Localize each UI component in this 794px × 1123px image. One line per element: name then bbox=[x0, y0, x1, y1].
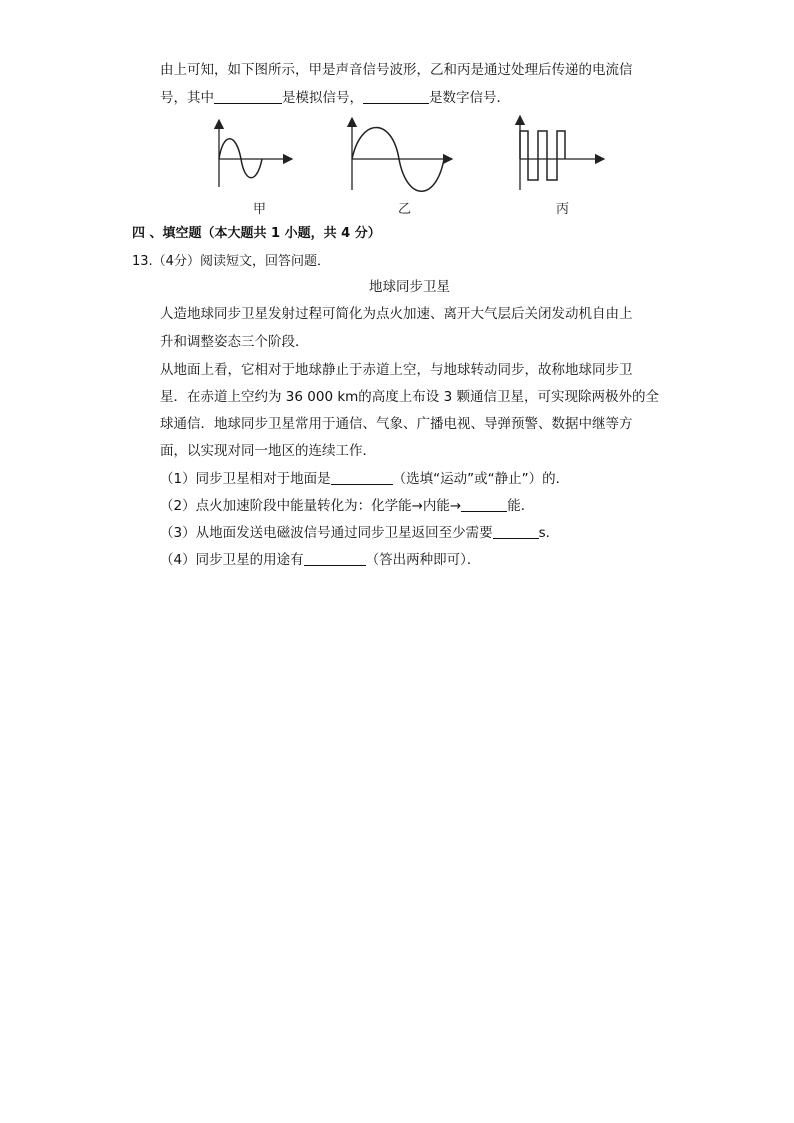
sub-question-3 bbox=[160, 523, 559, 543]
sub-question-3-end: s． bbox=[538, 525, 560, 541]
passage-p2-line-3: 球通信．地球同步卫星常用于通信、气象、广播电视、导弹预警、数据中继等方 bbox=[160, 416, 633, 432]
sub-question-2-prompt: （2）点火加速阶段中能量转化为：化学能→内能→ bbox=[160, 498, 462, 514]
figure-bing bbox=[520, 116, 604, 217]
sub-question-1 bbox=[160, 469, 569, 489]
passage-p1-line-2: 升和调整姿态三个阶段． bbox=[160, 334, 309, 350]
sub-question-1-prompt: （1）同步卫星相对于地面是 bbox=[160, 471, 331, 487]
intro-line-2-end: 是数字信号． bbox=[429, 90, 510, 106]
jia-sound-wave bbox=[219, 139, 262, 178]
figure-yi bbox=[352, 118, 452, 217]
motion-state-blank[interactable] bbox=[331, 470, 393, 485]
sub-question-2 bbox=[160, 496, 534, 516]
passage-p2-line-2: 星．在赤道上空约为 36 000 km的高度上布设 3 颗通信卫星，可实现除两极外的全 bbox=[160, 389, 659, 405]
sub-question-2-end: 能． bbox=[507, 498, 535, 514]
passage-p2-line-4: 面，以实现对同一地区的连续工作． bbox=[160, 443, 376, 459]
sub-question-4-hint: （答出两种即可）． bbox=[365, 552, 481, 568]
passage-p2-line-1: 从地面上看，它相对于地球静止于赤道上空，与地球转动同步，故称地球同步卫 bbox=[160, 362, 633, 378]
figure-label-bing: 丙 bbox=[556, 202, 570, 217]
sub-question-4 bbox=[160, 550, 480, 570]
sub-question-1-hint: （选填“运动”或“静止”）的． bbox=[392, 471, 570, 487]
time-blank[interactable] bbox=[493, 524, 539, 539]
figure-label-yi: 乙 bbox=[398, 202, 412, 217]
passage-p1-line-1: 人造地球同步卫星发射过程可简化为点火加速、离开大气层后关闭发动机自由上 bbox=[160, 306, 633, 322]
intro-line-2-start: 号，其中 bbox=[160, 90, 214, 106]
energy-form-blank[interactable] bbox=[461, 497, 507, 512]
passage-title: 地球同步卫星 bbox=[369, 279, 450, 295]
waveform-figures bbox=[0, 112, 794, 222]
digital-signal-blank[interactable] bbox=[363, 89, 429, 104]
sub-question-3-prompt: （3）从地面发送电磁波信号通过同步卫星返回至少需要 bbox=[160, 525, 493, 541]
figure-label-jia: 甲 bbox=[253, 202, 267, 217]
intro-line-1: 由上可知，如下图所示，甲是声音信号波形，乙和丙是通过处理后传递的电流信 bbox=[160, 62, 633, 78]
analog-signal-blank[interactable] bbox=[214, 89, 282, 104]
question-stem: 13.（4分）阅读短文，回答问题． bbox=[132, 254, 330, 269]
uses-blank[interactable] bbox=[304, 551, 366, 566]
section-heading: 四 、填空题（本大题共 1 小题，共 4 分） bbox=[132, 226, 381, 241]
intro-line-2 bbox=[160, 88, 510, 108]
figure-jia bbox=[219, 120, 292, 217]
bing-digital-wave bbox=[520, 131, 565, 180]
sub-question-4-prompt: （4）同步卫星的用途有 bbox=[160, 552, 304, 568]
intro-line-2-mid: 是模拟信号， bbox=[282, 90, 363, 106]
